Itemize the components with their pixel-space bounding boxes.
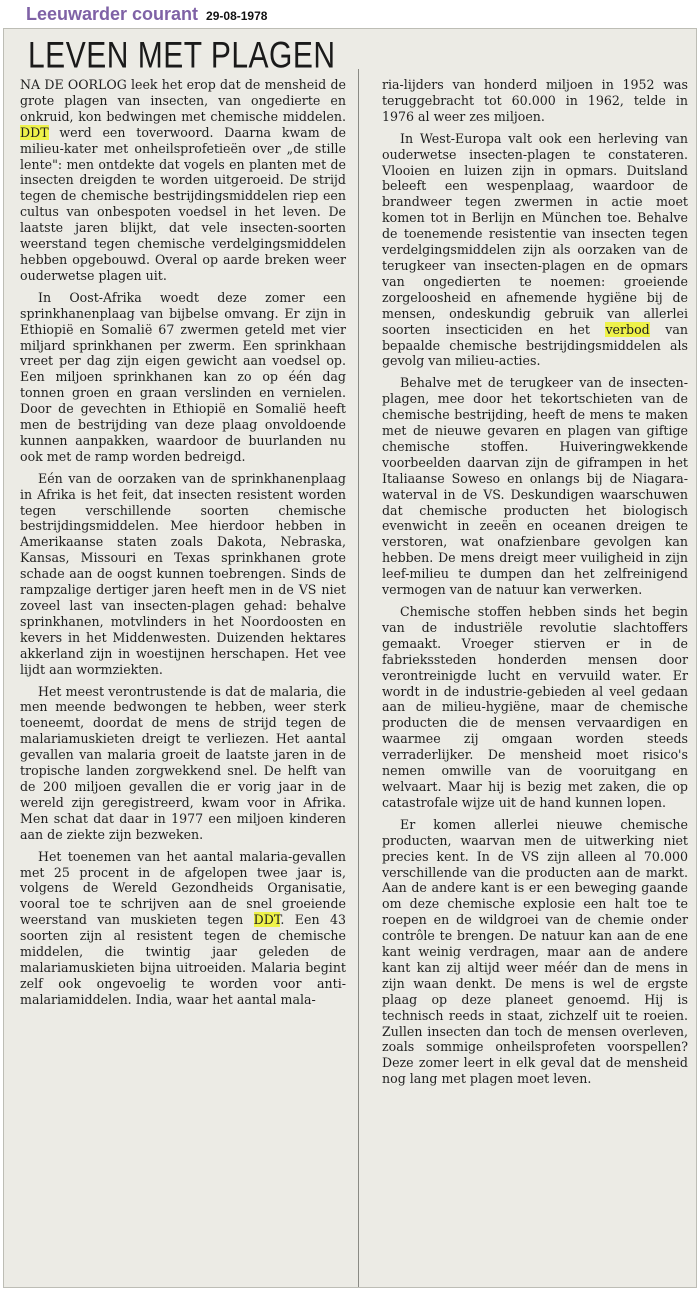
paragraph-text: . Een 43 soorten zijn al resistent tegen de chemische middelen, die twintig jaar geleden de malariamuskieten bijna uitroeiden. Malaria begint zelf ook ongevoelig te worden voor anti-malariamiddelen. India, waar het aantal mala- xyxy=(20,912,346,1007)
publication-date: 29-08-1978 xyxy=(206,9,268,23)
paragraph-text: Het meest verontrustende is dat de malaria, die men meende bedwongen te hebben, weer sterk toeneemt, doordat de mens de strijd tegen de malariamuskieten dreigt te verliezen. Het aantal gevallen van malaria groeit de laatste jaren in de tropische landen zorgwekkend snel. De helft van de 200 miljoen gevallen die er vorig jaar in de wereld zijn geregistreerd, kwam voor in Afrika. Men schat dat daar in 1977 een miljoen kinderen aan de ziekte zijn bezweken. xyxy=(20,683,346,842)
masthead xyxy=(26,4,267,26)
article-headline: LEVEN MET PLAGEN xyxy=(28,35,336,77)
highlighted-term: DDT xyxy=(20,124,49,140)
article-paragraph xyxy=(20,77,346,284)
article-paragraph xyxy=(382,77,688,125)
highlighted-term: DDT xyxy=(253,912,281,928)
paragraph-text: van bepaalde chemische bestrijdingsmiddelen als gevolg van milieu-acties. xyxy=(382,321,688,369)
article-paragraph xyxy=(20,290,346,465)
highlighted-term: verbod xyxy=(605,321,650,337)
paragraph-text: In Oost-Afrika woedt deze zomer een sprinkhanenplaag van bijbelse omvang. Er zijn in Ethiopië en Somalië 67 zwermen geteld met vier miljard sprinkhanen per zwerm. Een sprinkhaan vreet per dag zijn eigen gewicht aan voedsel op. Een miljoen sprinkhanen kan zo op één dag tonnen groen en graan verslinden en vernielen. Door de gevechten in Ethiopië en Somalië heeft men de bestrijding van deze plaag onvoldoende kunnen aanpakken, waardoor de buurlanden nu ook met de ramp worden bedreigd. xyxy=(20,289,346,464)
paragraph-text: werd een toverwoord. Daarna kwam de milieu-kater met onheilsprofetieën over „de stille lente": men ontdekte dat vogels en planten met de insecten dreigden te worden uitgeroeid. De strijd tegen de chemische bestrijdingsmiddelen riep een cultus van onbespoten voedsel in het leven. De laatste jaren blijkt, dat vele insecten-soorten weerstand tegen chemische verdelgingsmiddelen hebben opgebouwd. Overal op aarde breken weer ouderwetse plagen uit. xyxy=(20,124,346,283)
article-paragraph xyxy=(382,375,688,598)
paragraph-text: Er komen allerlei nieuwe chemische producten, waarvan men de uitwerking niet precies kent. In de VS zijn alleen al 70.000 verschillende van die producten aan de markt. Aan de andere kant is er een beweging gaande om deze chemische explosie een halt toe te roepen en de wildgroei van de chemie onder contrôle te brengen. De natuur kan aan de ene kant weinig verdragen, maar aan de andere kant kan zij altijd weer méér dan de mens in zijn waan denkt. De mens is wel de ergste plaag op deze planeet genoemd. Hij is technisch reeds in staat, zichzelf uit te roeien. Zullen insecten dan toch de mensen overleven, zoals sommige onheilsprofeten voorspellen? Deze zomer leert in elk geval dat de mensheid nog lang met plagen moet leven. xyxy=(382,816,688,1087)
article-paragraph xyxy=(20,471,346,678)
article-paragraph xyxy=(382,604,688,811)
paragraph-text: NA DE OORLOG leek het erop dat de mensheid de grote plagen van insecten, van ongedierte en onkruid, kon bedwingen met chemische middelen. xyxy=(20,77,346,124)
left-column xyxy=(20,77,346,1287)
article-paragraph xyxy=(20,684,346,843)
paragraph-text: Behalve met de terugkeer van de insecten-plagen, mee door het tekortschieten van de chemische bestrijding, heeft de mens te maken met de nieuwe gevaren en plagen van giftige chemische stoffen. Huiveringwekkende voorbeelden daarvan zijn de giframpen in het Italiaanse Soweso en onlangs bij de Niagara-waterval in de VS. Deskundigen waarschuwen dat chemische producten het biologisch evenwicht in zeeën en oceanen dreigen te verstoren, wat onafzienbare gevolgen kan hebben. De mens dreigt meer vuiligheid in zijn leef-milieu te dumpen dan het zelfreinigend vermogen van de natuur kan verwerken. xyxy=(382,375,688,598)
paragraph-text: ria-lijders van honderd miljoen in 1952 was teruggebracht tot 60.000 in 1962, telde in 1976 al weer zes miljoen. xyxy=(382,77,688,124)
article-paragraph xyxy=(382,817,688,1087)
paragraph-text: Eén van de oorzaken van de sprinkhanenplaag in Afrika is het feit, dat insecten resistent worden tegen verschillende soorten chemische bestrijdingsmiddelen. Mee hierdoor hebben in Amerikaanse staten zoals Dakota, Nebraska, Kansas, Missouri en Texas sprinkhanen grote schade aan de oogst kunnen toebrengen. Sinds de rampzalige dertiger jaren heeft men in de VS niet zoveel last van insecten-plagen gehad: behalve sprinkhanen, motvlinders in het Noordoosten en kevers in het Middenwesten. Duizenden hektares akkerland zijn in woestijnen herschapen. Het vee lijdt aan wormziekten. xyxy=(20,470,346,677)
column-divider xyxy=(358,69,359,1287)
paragraph-text: Het toenemen van het aantal malaria-gevallen met 25 procent in de afgelopen twee jaar is, volgens de Wereld Gezondheids Organisatie, vooral toe te schrijven aan de snel groeiende weerstand van muskieten tegen xyxy=(20,848,346,928)
paragraph-text: Chemische stoffen hebben sinds het begin van de industriële revolutie slachtoffers gemaakt. Vroeger stierven er in de fabriekssteden honderden mensen door verontreinigde lucht en vervuild water. Er wordt in de industrie-gebieden al veel gedaan aan de milieu-hygiëne, maar de chemische producten die de mensen vervaardigen en waarmee zij omgaan worden steeds verraderlijker. De mensheid moet risico's nemen omwille van de vooruitgang en welvaart. Maar hij is bezig met zaken, die op catastrofale wijze uit de hand kunnen lopen. xyxy=(382,604,688,810)
article-paragraph xyxy=(20,849,346,1008)
newspaper-clipping xyxy=(3,28,697,1288)
article-paragraph xyxy=(382,131,688,370)
right-column xyxy=(382,77,688,1287)
paragraph-text: In West-Europa valt ook een herleving van ouderwetse insecten-plagen te constateren. Vlooien en luizen zijn in opmars. Duitsland beleeft een wespenplaag, waardoor de brandweer tegen zwermen in actie moet komen tot in Berlijn en München toe. Behalve de toenemende resistentie van insecten tegen verdelgingsmiddelen zijn als oorzaken van de terugkeer van insecten-plagen en de opmars van ongedierten te noemen: groeiende zorgeloosheid en afnemende hygiëne bij de mensen, ondeskundig gebruik van allerlei soorten insecticiden en het xyxy=(382,130,688,337)
newspaper-name: Leeuwarder courant xyxy=(26,4,199,24)
